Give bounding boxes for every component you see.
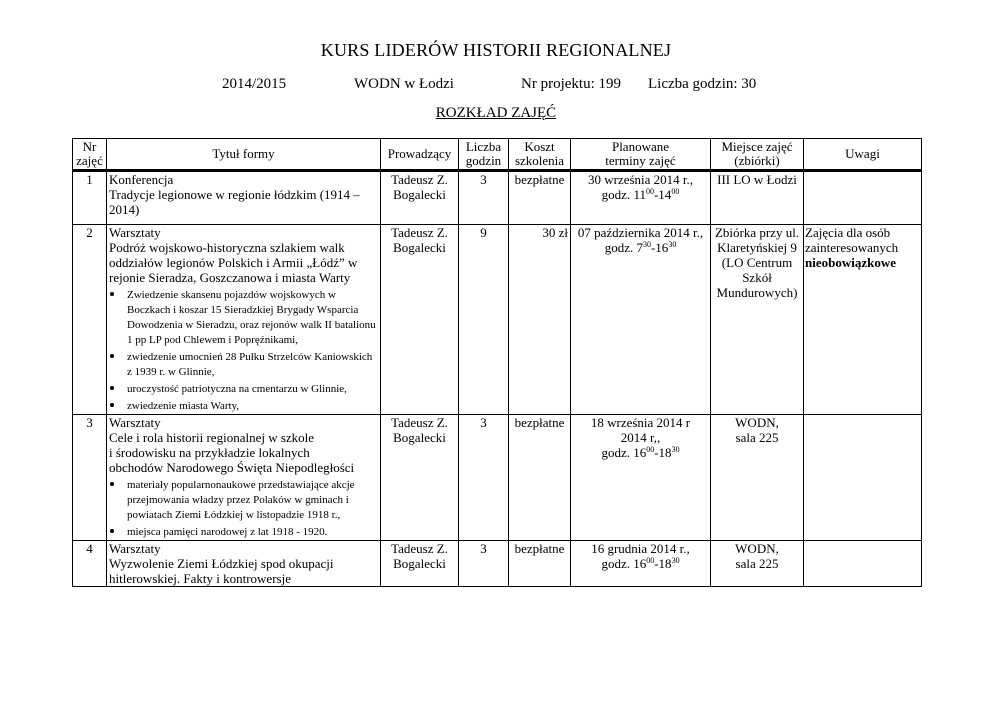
schedule-table <box>72 138 922 587</box>
row-leader: Tadeusz Z. Bogalecki <box>381 541 459 587</box>
row-leader: Tadeusz Z. Bogalecki <box>381 415 459 541</box>
header-nr: Nr zajęć <box>73 139 107 171</box>
row-place: WODN, sala 225 <box>711 415 804 541</box>
table-row <box>73 541 922 587</box>
row-cost: bezpłatne <box>509 541 571 587</box>
form-topic: Cele i rola historii regionalnej w szkole i środowisku na przykładzie lokalnych obchodów Narodowego Święta Niepodległości <box>109 430 355 475</box>
header-notes: Uwagi <box>804 139 922 171</box>
list-item: • zwiedzenie miasta Warty, <box>125 397 378 414</box>
form-topic: Tradycje legionowe w regionie łódzkim (1914 – 2014) <box>109 187 360 217</box>
project-number: Nr projektu: 199 <box>521 76 621 92</box>
table-row <box>73 171 922 225</box>
row-dates: 07 października 2014 r., godz. $7^{30}-16^{30}$ <box>571 225 711 415</box>
row-title <box>107 171 381 225</box>
row-cost: 30 zł <box>509 225 571 415</box>
form-topic: Podróż wojskowo-historyczna szlakiem walk oddziałów legionów Polskich i Armii „Łódź” w rejonie Sieradza, Goszczanowa i miasta Warty <box>109 240 358 285</box>
row-place: WODN, sala 225 <box>711 541 804 587</box>
row-dates: 18 września 2014 r 2014 r,, godz. $16^{00}-18^{30}$ <box>571 415 711 541</box>
row-hours: 3 <box>459 171 509 225</box>
row-notes <box>804 541 922 587</box>
row-title <box>107 225 381 415</box>
activity-list <box>109 476 378 540</box>
list-item: • Zwiedzenie skansenu pojazdów wojskowych w Boczkach i koszar 15 Sieradzkiej Brygady Wsparcia Dowodzenia w Sieradzu, oraz rejonów walk II batalionu 1 pp LP pod Chlewem i Popręźnikami, <box>125 286 378 348</box>
row-leader: Tadeusz Z. Bogalecki <box>381 225 459 415</box>
row-title <box>107 415 381 541</box>
row-notes: Zajęcia dla osób zainteresowanych nieobowiązkowe <box>804 225 922 415</box>
row-dates: 16 grudnia 2014 r., godz. $16^{00}-18^{30}$ <box>571 541 711 587</box>
row-notes <box>804 415 922 541</box>
header-hours: Liczba godzin <box>459 139 509 171</box>
school-year: 2014/2015 <box>222 76 287 92</box>
row-nr: 3 <box>73 415 107 541</box>
row-leader: Tadeusz Z. Bogalecki <box>381 171 459 225</box>
row-cost: bezpłatne <box>509 171 571 225</box>
form-type: Warsztaty <box>109 415 161 430</box>
list-item: • uroczystość patriotyczna na cmentarzu w Glinnie, <box>125 380 378 397</box>
activity-list <box>109 286 378 414</box>
list-item: • miejsca pamięci narodowej z lat 1918 - 1920. <box>125 523 378 540</box>
schedule-heading: ROZKŁAD ZAJĘĆ <box>435 105 557 121</box>
list-item: • materiały popularnonaukowe przedstawiające akcje przejmowania władzy przez Polaków w gminach i powiatach Ziemi Łódzkiej w listopadzie 1918 r., <box>125 476 378 523</box>
document-title: KURS LIDERÓW HISTORII REGIONALNEJ <box>320 40 672 60</box>
total-hours: Liczba godzin: 30 <box>648 76 757 92</box>
row-hours: 9 <box>459 225 509 415</box>
list-item: • zwiedzenie umocnień 28 Pułku Strzelców Kaniowskich z 1939 r. w Glinnie, <box>125 348 378 380</box>
table-row <box>73 415 922 541</box>
row-place: Zbiórka przy ul. Klaretyńskiej 9 (LO Centrum Szkół Mundurowych) <box>711 225 804 415</box>
form-type: Konferencja <box>109 172 174 187</box>
row-notes <box>804 171 922 225</box>
row-cost: bezpłatne <box>509 415 571 541</box>
header-leader: Prowadzący <box>381 139 459 171</box>
header-place: Miejsce zajęć (zbiórki) <box>711 139 804 171</box>
row-nr: 1 <box>73 171 107 225</box>
header-dates: Planowane terminy zajęć <box>571 139 711 171</box>
header-cost: Koszt szkolenia <box>509 139 571 171</box>
form-topic: Wyzwolenie Ziemi Łódzkiej spod okupacji hitlerowskiej. Fakty i kontrowersje <box>109 556 334 586</box>
row-dates: 30 września 2014 r., godz. $11^{00}-14^{00}$ <box>571 171 711 225</box>
institution-name: WODN w Łodzi <box>354 76 454 92</box>
row-title <box>107 541 381 587</box>
header-title: Tytuł formy <box>107 139 381 171</box>
row-hours: 3 <box>459 415 509 541</box>
row-hours: 3 <box>459 541 509 587</box>
table-row <box>73 225 922 415</box>
table-header-row <box>73 139 922 171</box>
row-place: III LO w Łodzi <box>711 171 804 225</box>
row-nr: 2 <box>73 225 107 415</box>
form-type: Warsztaty <box>109 541 161 556</box>
row-nr: 4 <box>73 541 107 587</box>
form-type: Warsztaty <box>109 225 161 240</box>
